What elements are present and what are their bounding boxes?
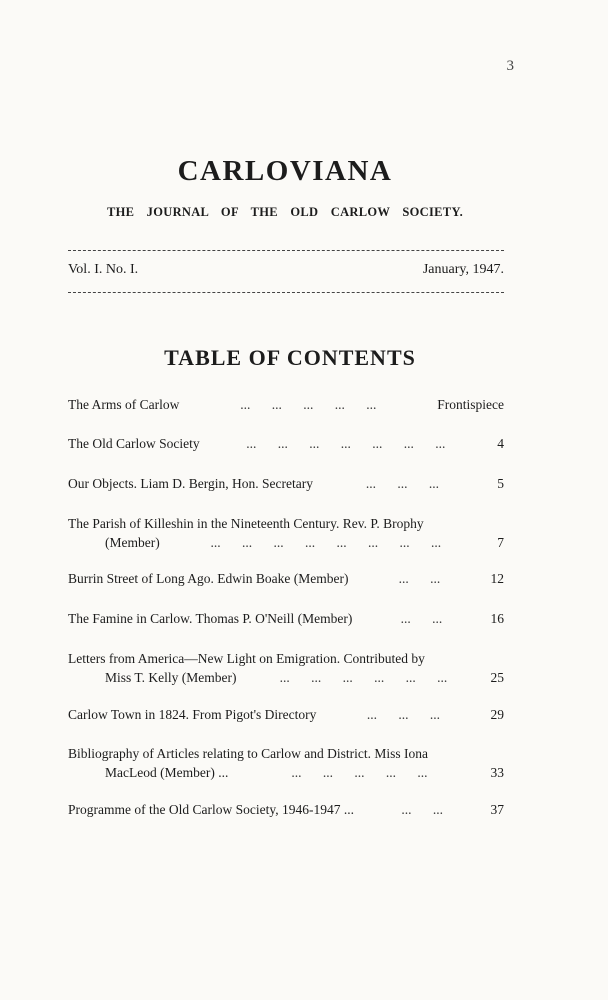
journal-title: CARLOVIANA xyxy=(177,155,393,187)
toc-entry-line xyxy=(68,763,504,782)
bottom-rule xyxy=(68,292,504,293)
toc-entry-page: 7 xyxy=(497,535,504,550)
toc-entry-line xyxy=(68,744,504,763)
top-rule xyxy=(68,250,504,251)
toc-leader-dots: ... ... ... xyxy=(365,476,440,491)
toc-entry-line xyxy=(68,474,504,493)
toc-entry-line xyxy=(68,800,504,819)
toc-entry xyxy=(68,474,504,493)
toc-entry-line xyxy=(68,533,504,552)
toc-leader-dots: ... ... ... ... ... ... ... xyxy=(246,436,446,451)
toc-entry xyxy=(68,649,504,687)
toc-leader-dots: ... ... xyxy=(398,571,441,586)
toc-entry-title: The Famine in Carlow. Thomas P. O'Neill (Member) xyxy=(68,611,353,626)
toc-entry-line xyxy=(68,705,504,724)
toc-entry xyxy=(68,800,504,819)
volume-number: Vol. I. No. I. xyxy=(68,262,139,277)
toc-entry-title: The Parish of Killeshin in the Nineteenth Century. Rev. P. Brophy xyxy=(68,516,424,531)
toc-entry-title-cont: MacLeod (Member) ... xyxy=(105,765,229,780)
toc-entry-title: The Old Carlow Society xyxy=(68,436,200,451)
toc-entry-line xyxy=(68,569,504,588)
toc-entry xyxy=(68,514,504,552)
toc-entry-page: 5 xyxy=(497,476,504,491)
journal-subtitle: THE JOURNAL OF THE OLD CARLOW SOCIETY. xyxy=(106,205,464,219)
toc-entry-title-cont: Miss T. Kelly (Member) xyxy=(105,670,237,685)
toc-entry-line xyxy=(68,668,504,687)
toc-entry-title: Our Objects. Liam D. Bergin, Hon. Secretary xyxy=(68,476,313,491)
toc-entry-line xyxy=(68,649,504,668)
toc-leader-dots: ... ... ... ... ... xyxy=(240,397,377,412)
toc-entry-page: 12 xyxy=(490,571,504,586)
toc-leader-dots: ... ... ... ... ... ... ... ... xyxy=(210,535,442,550)
toc-entry-page: Frontispiece xyxy=(437,397,504,412)
page-number: 3 xyxy=(506,58,514,74)
toc-entry xyxy=(68,569,504,588)
toc-entry-line xyxy=(68,514,504,533)
toc-entry xyxy=(68,434,504,453)
toc-entry-line xyxy=(68,609,504,628)
toc-entry-page: 33 xyxy=(490,765,504,780)
toc-entry xyxy=(68,609,504,628)
toc-entry-title: Programme of the Old Carlow Society, 1946-1947 ... xyxy=(68,802,354,817)
toc-entry-title: The Arms of Carlow xyxy=(68,397,180,412)
toc-leader-dots: ... ... xyxy=(401,802,444,817)
toc-leader-dots: ... ... ... xyxy=(366,707,440,722)
toc-entry-title: Letters from America—New Light on Emigration. Contributed by xyxy=(68,651,425,666)
toc-entry-page: 25 xyxy=(490,670,504,685)
toc-leader-dots: ... ... ... ... ... xyxy=(291,765,428,780)
toc-entry-page: 16 xyxy=(490,611,504,626)
toc-heading: TABLE OF CONTENTS xyxy=(164,345,416,370)
toc-entry-line xyxy=(68,395,504,414)
toc-leader-dots: ... ... ... ... ... ... xyxy=(279,670,448,685)
issue-date: January, 1947. xyxy=(422,262,504,277)
toc-entry-line xyxy=(68,434,504,453)
toc-entry-title: Burrin Street of Long Ago. Edwin Boake (Member) xyxy=(68,571,349,586)
toc-entry-page: 4 xyxy=(497,436,504,451)
toc-entry xyxy=(68,744,504,782)
toc-entry-title: Carlow Town in 1824. From Pigot's Directory xyxy=(68,707,317,722)
toc-entry xyxy=(68,705,504,724)
toc-entry-page: 29 xyxy=(490,707,504,722)
toc-leader-dots: ... ... xyxy=(400,611,443,626)
toc-entry-page: 37 xyxy=(490,802,504,817)
toc-entry xyxy=(68,395,504,414)
toc-entry-title: Bibliography of Articles relating to Carlow and District. Miss Iona xyxy=(68,746,428,761)
toc-entry-title-cont: (Member) xyxy=(105,535,160,550)
